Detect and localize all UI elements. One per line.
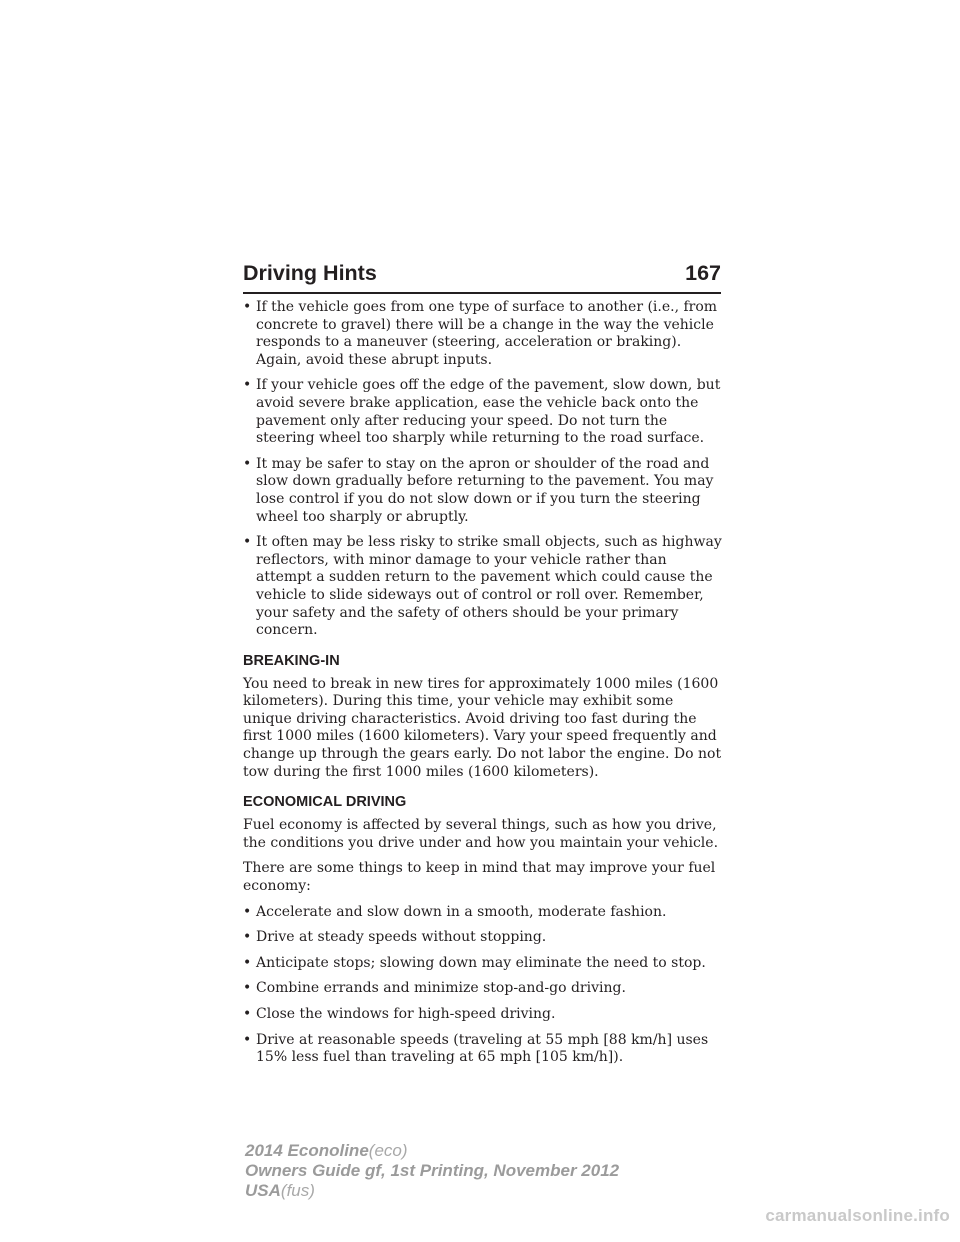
list-item-text: Drive at steady speeds without stopping. [256, 929, 547, 946]
list-item-text: Close the windows for high-speed driving. [256, 1006, 556, 1022]
footer-region-name: USA [245, 1181, 281, 1200]
list-item-text: Accelerate and slow down in a smooth, moderate fashion. [256, 903, 667, 920]
bullet-mark: • [243, 954, 252, 971]
bullet-mark: • [243, 299, 252, 315]
footer-region-code: (fus) [280, 1181, 315, 1200]
footer-line-model [245, 1141, 619, 1161]
list-item [243, 377, 723, 447]
breaking-in-paragraph: You need to break in new tires for approximately 1000 miles (1600 kilometers). During this time, your vehicle may exhibit some unique driving characteristics. Avoid driving too fast during the first 1000 miles (1600 kilometers). Vary your speed frequently and change up through the gears early. Do not labor the engine. Do not tow during the first 1000 miles (1600 kilometers). [243, 675, 722, 780]
economical-driving-heading: ECONOMICAL DRIVING [243, 794, 407, 811]
list-item [243, 1006, 723, 1024]
page-content [243, 299, 723, 1075]
list-item [243, 299, 723, 369]
page-number: 167 [685, 261, 721, 285]
footer-line-guide [245, 1161, 619, 1181]
list-item [243, 1032, 723, 1067]
header-divider [243, 292, 721, 294]
document-footer [245, 1141, 619, 1201]
site-watermark: carmanualsonline.info [765, 1206, 950, 1225]
bullet-mark: • [243, 377, 252, 394]
section-title: Driving Hints [243, 261, 377, 285]
economical-paragraph-1: Fuel economy is affected by several things, such as how you drive, the conditions you drive under and how you maintain your vehicle. [243, 817, 719, 851]
list-item-text: Anticipate stops; slowing down may eliminate the need to stop. [256, 954, 706, 971]
footer-guide-text: Owners Guide gf, 1st Printing, November 2012 [245, 1161, 620, 1180]
list-item-text: If your vehicle goes off the edge of the pavement, slow down, but avoid severe brake application, ease the vehicle back onto the pavement only after reducing your speed. Do not turn the steering wheel too sharply while returning to the road surface. [256, 377, 721, 447]
footer-line-region [245, 1181, 619, 1201]
economical-paragraph-2: There are some things to keep in mind that may improve your fuel economy: [243, 860, 716, 895]
footer-model-code: (eco) [368, 1141, 408, 1160]
bullet-mark: • [243, 455, 252, 472]
list-item [243, 980, 723, 998]
bullet-mark: • [243, 980, 252, 997]
bullet-mark: • [243, 534, 252, 551]
bullet-mark: • [243, 1031, 252, 1048]
bullet-mark: • [243, 929, 252, 946]
footer-model-name: 2014 Econoline [245, 1141, 369, 1160]
list-item-text: It may be safer to stay on the apron or shoulder of the road and slow down gradually before returning to the pavement. You may lose control if you do not slow down or if you turn the steering wheel too sharply or abruptly. [256, 455, 714, 525]
breaking-in-heading: BREAKING-IN [243, 652, 340, 669]
bullet-mark: • [243, 903, 252, 920]
bullet-mark: • [243, 1006, 252, 1022]
list-item-text: It often may be less risky to strike small objects, such as highway reflectors, with minor damage to your vehicle rather than attempt a sudden return to the pavement which could cause the vehicle to slide sideways out of control or roll over. Remember, your safety and the safety of others should be your primary concern. [256, 534, 722, 639]
list-item [243, 904, 723, 922]
list-item-text: Combine errands and minimize stop-and-go driving. [256, 980, 626, 997]
list-item [243, 534, 723, 640]
page-header [243, 258, 721, 288]
list-item [243, 456, 723, 526]
list-item-text: Drive at reasonable speeds (traveling at 55 mph [88 km/h] uses 15% less fuel than traveling at 65 mph [105 km/h]). [256, 1031, 709, 1066]
list-item [243, 929, 723, 947]
list-item-text: If the vehicle goes from one type of surface to another (i.e., from concrete to gravel) there will be a change in the way the vehicle responds to a maneuver (steering, acceleration or braking). Again, avoid these abrupt inputs. [256, 299, 718, 368]
list-item [243, 955, 723, 973]
